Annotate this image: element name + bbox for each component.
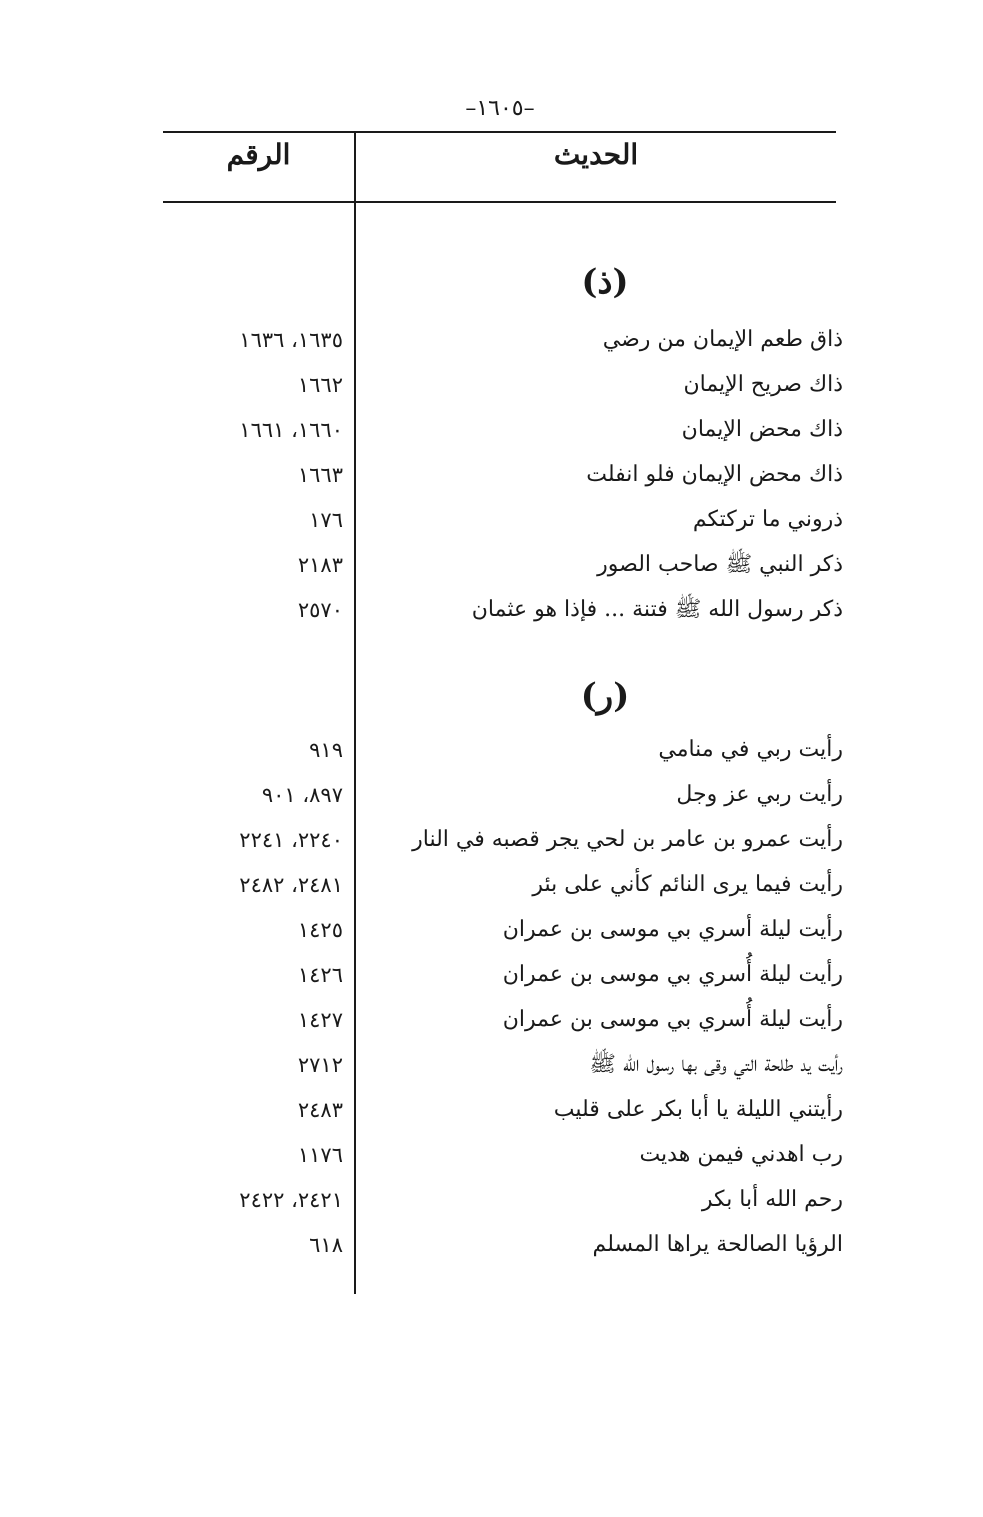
hadith-number: ٩١٩ [309,738,343,762]
table-row [163,1045,843,1085]
hadith-text: ذكر النبي ﷺ صاحب الصور [597,552,843,577]
hadith-text: ذاك صريح الإيمان [683,372,843,397]
table-row [163,410,843,450]
hadith-number: ٢٢٤٠، ٢٢٤١ [239,828,343,852]
table-row [163,1090,843,1130]
table-header-rule [163,201,836,203]
table-row [163,820,843,860]
hadith-number: ١٦٦٠، ١٦٦١ [239,418,343,442]
table-row [163,320,843,360]
hadith-text: ذروني ما تركتكم [692,507,843,532]
table-row [163,775,843,815]
hadith-text: رأيت عمرو بن عامر بن لحي يجر قصبه في النار [412,827,843,852]
hadith-number: ٢٤٢١، ٢٤٢٢ [239,1188,343,1212]
column-header-number: الرقم [226,138,291,171]
hadith-text: رأيت ليلة أُسري بي موسى بن عمران [502,962,843,987]
hadith-number: ١١٧٦ [297,1143,343,1167]
hadith-number: ١٤٢٧ [297,1008,343,1032]
page-number: –١٦٠٥– [465,96,535,121]
hadith-number: ١٤٢٦ [297,963,343,987]
table-row [163,365,843,405]
section-letter-dhal: (ذ) [581,262,629,302]
hadith-number: ١٧٦ [309,508,343,532]
hadith-number: ٢٧١٢ [297,1053,343,1077]
hadith-number: ٢١٨٣ [297,553,343,577]
hadith-text: رأيت ربي في منامي [658,737,843,762]
table-row [163,910,843,950]
hadith-number: ٦١٨ [309,1233,343,1257]
hadith-text: رأيت ليلة أسري بي موسى بن عمران [502,917,843,942]
hadith-text: ذاق طعم الإيمان من رضي [602,327,843,352]
hadith-number: ٢٤٨٣ [297,1098,343,1122]
table-row [163,455,843,495]
table-row [163,1225,843,1265]
table-row [163,955,843,995]
table-row [163,545,843,585]
hadith-number: ١٤٢٥ [297,918,343,942]
hadith-number: ٢٤٨١، ٢٤٨٢ [239,873,343,897]
hadith-text: رب اهدني فيمن هديت [639,1142,843,1167]
hadith-text: ذاك محض الإيمان [681,417,843,442]
hadith-text: ذاك محض الإيمان فلو انفلت [586,462,843,487]
table-row [163,500,843,540]
table-row [163,590,843,630]
hadith-text: رأيت ليلة أُسري بي موسى بن عمران [502,1007,843,1032]
hadith-text: رأيت فيما يرى النائم كأني على بئر [532,872,843,897]
table-row [163,1135,843,1175]
hadith-number: ١٦٦٢ [297,373,343,397]
column-header-hadith: الحديث [553,138,639,171]
table-top-rule [163,131,836,133]
hadith-text: رأيتني الليلة يا أبا بكر على قليب [553,1097,843,1122]
hadith-number: ٢٥٧٠ [297,598,343,622]
hadith-number: ١٦٦٣ [297,463,343,487]
table-row [163,1000,843,1040]
table-row [163,865,843,905]
hadith-text: رأيت ربي عز وجل [676,782,843,807]
hadith-text: رحم الله أبا بكر [701,1187,843,1212]
hadith-text: الرؤيا الصالحة يراها المسلم [592,1232,843,1257]
hadith-text: رأيت يد طلحة التي وقى بها رسول الله ﷺ [589,1052,843,1077]
table-row [163,1180,843,1220]
hadith-number: ١٦٣٥، ١٦٣٦ [239,328,343,352]
hadith-text: ذكر رسول الله ﷺ فتنة ... فإذا هو عثمان [471,597,843,622]
hadith-number: ٨٩٧، ٩٠١ [261,783,343,807]
section-letter-ra: (ر) [580,676,630,716]
table-row [163,730,843,770]
